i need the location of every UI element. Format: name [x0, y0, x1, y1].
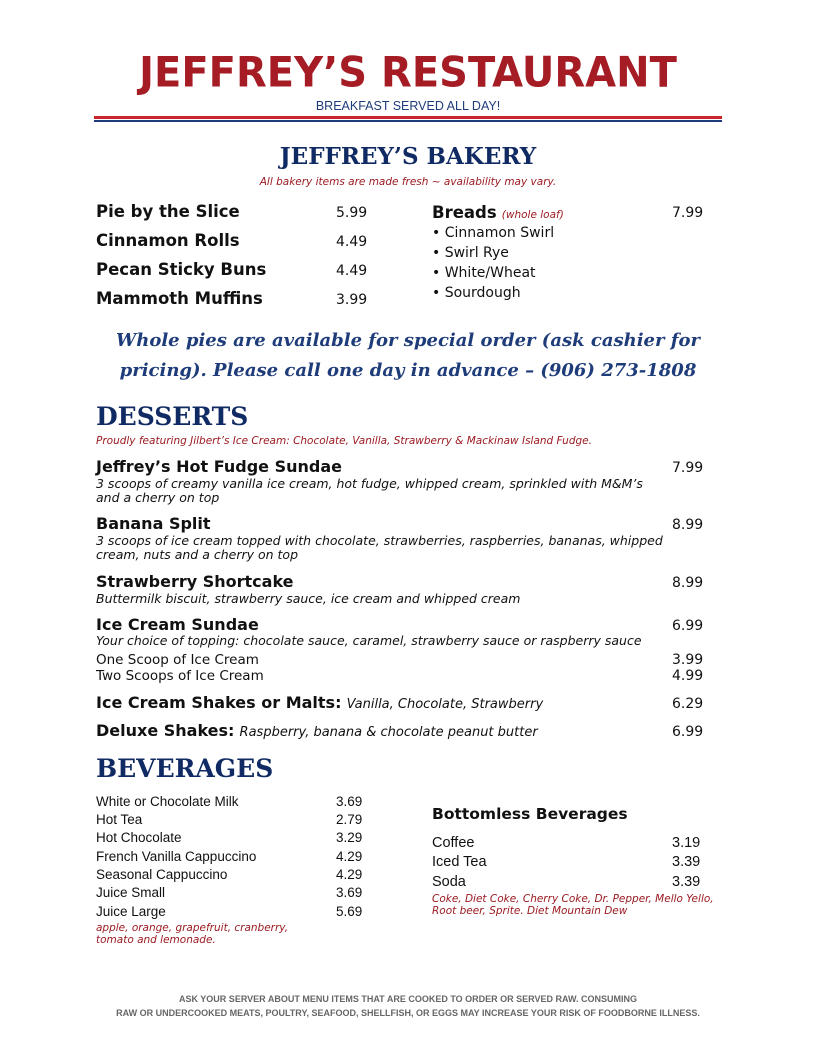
header-divider-blue: [94, 120, 722, 122]
desserts-note: Proudly featuring Jilbert’s Ice Cream: Chocolate, Vanilla, Strawberry & Mackinaw Island Fudge.: [96, 435, 592, 447]
dessert-name: Jeffrey’s Hot Fudge Sundae: [96, 457, 342, 476]
beverage-name: White or Chocolate Milk: [96, 794, 239, 809]
dessert-description: and a cherry on top: [96, 490, 220, 505]
dessert-description: 3 scoops of creamy vanilla ice cream, hot fudge, whipped cream, sprinkled with M&M’s: [96, 476, 643, 491]
dessert-name: Ice Cream Sundae: [96, 615, 259, 634]
dessert-price: 6.99: [672, 618, 704, 634]
beverage-price: 2.79: [336, 812, 363, 827]
beverage-name: Juice Large: [96, 904, 166, 919]
bread-variety: • Cinnamon Swirl: [432, 225, 555, 241]
desserts-title: DESSERTS: [96, 402, 249, 431]
bakery-item-name: Pecan Sticky Buns: [96, 260, 267, 279]
bakery-note: All bakery items are made fresh ~ availability may vary.: [259, 176, 557, 188]
beverage-price: 3.69: [336, 885, 363, 900]
shakes-name: Ice Cream Shakes or Malts:: [96, 693, 342, 712]
promo-line: pricing). Please call one day in advance – (906) 273-1808: [119, 360, 697, 381]
dessert-price: 8.99: [672, 517, 704, 533]
disclaimer-line: RAW OR UNDERCOOKED MEATS, POULTRY, SEAFOOD, SHELLFISH, OR EGGS MAY INCREASE YOUR RISK OF FOODBORNE ILLNESS.: [116, 1008, 700, 1018]
breads-name: Breads: [432, 203, 497, 222]
juice-note: tomato and lemonade.: [96, 934, 216, 946]
dessert-description: 3 scoops of ice cream topped with chocolate, strawberries, raspberries, bananas, whipped: [96, 533, 663, 548]
deluxe-shakes-price: 6.99: [672, 724, 704, 740]
bottomless-beverage-price: 3.39: [672, 854, 701, 870]
beverage-name: Seasonal Cappuccino: [96, 867, 228, 882]
soda-note: Root beer, Sprite. Diet Mountain Dew: [432, 905, 628, 917]
beverage-name: Hot Tea: [96, 812, 143, 827]
restaurant-title: JEFFREY’S RESTAURANT: [139, 48, 677, 98]
breads-price: 7.99: [672, 205, 704, 221]
bread-variety: • White/Wheat: [432, 265, 536, 281]
bread-variety: • Sourdough: [432, 285, 521, 301]
header-divider-red: [94, 116, 722, 119]
scoop-option-name: One Scoop of Ice Cream: [96, 652, 259, 668]
shakes-description: Vanilla, Chocolate, Strawberry: [346, 697, 544, 712]
bakery-item-name: Mammoth Muffins: [96, 289, 263, 308]
shakes-line: [96, 693, 543, 712]
scoop-option-name: Two Scoops of Ice Cream: [96, 668, 264, 684]
bakery-item-name: Pie by the Slice: [96, 202, 240, 221]
juice-note: apple, orange, grapefruit, cranberry,: [96, 922, 289, 934]
breads-qualifier: (whole loaf): [501, 209, 564, 221]
scoop-option-price: 3.99: [672, 652, 704, 668]
soda-note: Coke, Diet Coke, Cherry Coke, Dr. Pepper, Mello Yello,: [432, 893, 714, 905]
dessert-description: Your choice of topping: chocolate sauce, caramel, strawberry sauce or raspberry sauce: [96, 633, 642, 648]
beverage-price: 3.29: [336, 830, 363, 845]
beverage-price: 5.69: [336, 904, 363, 919]
bakery-item-price: 4.49: [336, 263, 368, 279]
beverage-price: 4.29: [336, 867, 363, 882]
dessert-price: 7.99: [672, 460, 704, 476]
promo-line: Whole pies are available for special order (ask cashier for: [116, 330, 700, 351]
bakery-item-name: Cinnamon Rolls: [96, 231, 240, 250]
bottomless-beverage-name: Coffee: [432, 835, 475, 851]
whole-pie-promo: [90, 326, 726, 386]
bakery-item-price: 5.99: [336, 205, 368, 221]
dessert-price: 8.99: [672, 575, 704, 591]
beverages-title: BEVERAGES: [96, 754, 274, 783]
bottomless-beverages-title: Bottomless Beverages: [432, 805, 628, 823]
shakes-price: 6.29: [672, 696, 704, 712]
bottomless-beverage-price: 3.19: [672, 835, 701, 851]
bottomless-beverage-price: 3.39: [672, 874, 701, 890]
beverage-name: French Vanilla Cappuccino: [96, 849, 257, 864]
dessert-name: Strawberry Shortcake: [96, 572, 294, 591]
bakery-item-price: 4.49: [336, 234, 368, 250]
beverage-name: Juice Small: [96, 885, 166, 900]
scoop-option-price: 4.99: [672, 668, 704, 684]
bakery-item-price: 3.99: [336, 292, 368, 308]
dessert-description: Buttermilk biscuit, strawberry sauce, ice cream and whipped cream: [96, 591, 521, 606]
bottomless-beverage-name: Soda: [432, 874, 466, 890]
beverage-name: Hot Chocolate: [96, 830, 182, 845]
beverage-price: 3.69: [336, 794, 363, 809]
bread-variety: • Swirl Rye: [432, 245, 509, 261]
beverage-price: 4.29: [336, 849, 363, 864]
bakery-title: JEFFREY’S BAKERY: [279, 143, 537, 170]
disclaimer-line: ASK YOUR SERVER ABOUT MENU ITEMS THAT ARE COOKED TO ORDER OR SERVED RAW. CONSUMING: [178, 994, 638, 1004]
deluxe-shakes-line: [96, 721, 538, 740]
deluxe-shakes-description: Raspberry, banana & chocolate peanut butter: [239, 725, 538, 740]
deluxe-shakes-name: Deluxe Shakes:: [96, 721, 235, 740]
breads-heading: [432, 203, 564, 222]
food-safety-disclaimer: [0, 992, 816, 1020]
bottomless-beverage-name: Iced Tea: [432, 854, 487, 870]
dessert-description: cream, nuts and a cherry on top: [96, 547, 299, 562]
restaurant-subtitle: BREAKFAST SERVED ALL DAY!: [315, 99, 501, 113]
dessert-name: Banana Split: [96, 514, 211, 533]
